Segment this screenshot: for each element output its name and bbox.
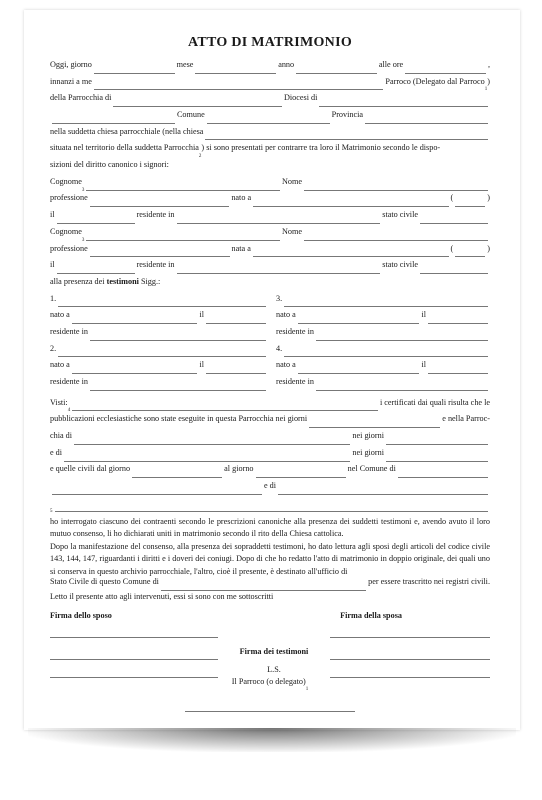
e-di-row — [50, 445, 490, 462]
label-nei-giorni: nei giorni — [352, 447, 384, 457]
parroco-sign-row — [50, 690, 490, 712]
label-nato-a: nato a — [50, 360, 70, 370]
label-professione: professione — [50, 193, 88, 203]
paragraph-codice-civile: Dopo la manifestazione del consenso, alla presenza dei sopraddetti testimoni, ho dato lettura agli sposi degli articoli del codice civile 143, 144, 147, riguardanti i diritti e i doveri dei coniugi. Dopo di che ho redatto l'atto di matrimonio in doppio originale, dei quali uno si conserva in questo archivio parrocchiale, l'altro, cioè il presente, è destinato all'ufficio di — [50, 541, 490, 576]
visti-row: Visti: 4 i certificati dai quali risulta che le — [50, 395, 490, 412]
field-comune[interactable] — [207, 112, 330, 124]
label-testimone-3: 3. — [276, 293, 283, 303]
label-firma-testimoni: Firma dei testimoni — [239, 646, 309, 656]
paragraph-consenso: ho interrogato ciascuno dei contraenti secondo le prescrizioni canoniche alla presenza dei suddetti testimoni e, avendo avuto il loro mutuo consenso, li ho dichiarati uniti in matrimonio secondo il rito della Chiesa cattolica. — [50, 516, 490, 539]
label-sigg: Sigg.: — [140, 276, 161, 286]
firma-sposi-lines — [50, 624, 490, 638]
label-testimone-4: 4. — [276, 343, 283, 353]
field-testimone-4-luogo[interactable] — [298, 362, 420, 374]
label-stato-civile: stato civile — [382, 260, 418, 270]
label-e-di: e di — [263, 481, 277, 491]
label-nato-a: nato a — [50, 310, 70, 320]
field-diocesi[interactable] — [319, 95, 488, 107]
label-nato-a: nato a — [276, 310, 296, 320]
field-testimone-1-data[interactable] — [206, 312, 266, 324]
field-testimone-2-nome[interactable] — [58, 345, 266, 357]
parrocchia-row — [50, 90, 490, 107]
field-sposo-nome[interactable] — [304, 179, 488, 191]
document-page — [24, 10, 520, 730]
label-parroco-delegato: Il Parroco (o delegato) — [231, 676, 306, 686]
label-residente: residente in — [50, 377, 88, 387]
signature-testimone-4[interactable] — [330, 666, 490, 678]
field-sposo-stato-civile[interactable] — [420, 212, 488, 224]
sposo-il-row — [50, 207, 490, 224]
stato-civile-comune-row — [50, 579, 490, 592]
firma-testimoni-row — [50, 638, 490, 660]
signature-testimone-3[interactable] — [330, 648, 490, 660]
field-civili-comune-3[interactable] — [278, 483, 488, 495]
date-row — [50, 57, 490, 74]
field-testimone-4-residenza[interactable] — [316, 379, 488, 391]
sposa-professione-row — [50, 241, 490, 258]
field-comune-pre[interactable] — [52, 112, 175, 124]
label-e-di: e di — [50, 447, 63, 457]
label-presenza: alla presenza dei — [50, 276, 105, 286]
field-testimone-4-data[interactable] — [428, 362, 488, 374]
document-title: ATTO DI MATRIMONIO — [187, 35, 353, 50]
label-nel-comune: nel Comune di — [347, 464, 396, 474]
label-innanzi: innanzi a me — [50, 76, 92, 86]
label-stato-civile: stato civile — [382, 210, 418, 220]
signature-sposo[interactable] — [50, 626, 218, 638]
label-nata-a: nata a — [231, 243, 251, 253]
field-anno[interactable] — [296, 62, 377, 74]
label-provincia: Provincia — [331, 110, 364, 120]
field-sposa-stato-civile[interactable] — [420, 262, 488, 274]
label-nei-giorni: nei giorni — [352, 431, 384, 441]
label-residente: residente in — [50, 326, 88, 336]
label-cognome: Cognome — [50, 176, 82, 186]
label-situata: situata nel territorio della suddetta Parrocchia — [50, 143, 199, 153]
label-residente: residente in — [136, 210, 175, 220]
field-altra-parrocchia-1[interactable] — [74, 433, 350, 445]
testimone-res-row-1-3 — [50, 324, 490, 341]
field-parrocchia[interactable] — [113, 95, 282, 107]
page-shadow — [28, 728, 516, 752]
field-testimone-2-residenza[interactable] — [90, 379, 266, 391]
label-chiesa: nella suddetta chiesa parrocchiale (nella chiesa — [50, 126, 204, 136]
label-civili: e quelle civili dal giorno — [50, 464, 131, 474]
comune-row — [50, 107, 490, 124]
document-content — [50, 34, 490, 712]
chia-di-row — [50, 428, 490, 445]
field-nota-5[interactable] — [55, 500, 489, 512]
paragraph-letto: Letto il presente atto agli intervenuti, essi si sono con me sottoscritti — [50, 592, 274, 602]
label-alle-ore: alle ore — [378, 59, 404, 69]
signature-sposa[interactable] — [330, 626, 490, 638]
field-sposo-residenza[interactable] — [177, 212, 381, 224]
field-testimone-4-nome[interactable] — [284, 345, 488, 357]
signature-testimone-1[interactable] — [50, 648, 218, 660]
sposa-il-row — [50, 257, 490, 274]
field-giorni-1[interactable] — [386, 433, 488, 445]
field-giorno[interactable] — [94, 62, 175, 74]
label-parrocchia: della Parrocchia di — [50, 93, 112, 103]
label-il: il — [50, 260, 55, 270]
label-trascritto: per essere trascritto nei registri civili. — [368, 577, 490, 587]
sposo-professione-row — [50, 191, 490, 208]
testimone-nato-row-1-3 — [50, 307, 490, 324]
label-il: il — [50, 210, 55, 220]
chiesa-row — [50, 124, 490, 141]
field-sposa-data-nascita[interactable] — [57, 262, 135, 274]
field-testimone-3-data[interactable] — [428, 312, 488, 324]
label-paren-close: ) — [487, 193, 490, 203]
field-sposo-data-nascita[interactable] — [57, 212, 135, 224]
label-nome: Nome — [282, 226, 303, 236]
label-nato-a: nato a — [276, 360, 296, 370]
label-stato-civile-comune: Stato Civile di questo Comune di — [50, 577, 159, 587]
label-certificati: i certificati dai quali risulta che le — [379, 397, 490, 407]
e-di-row-2 — [50, 478, 490, 495]
label-diocesi: Diocesi di — [283, 93, 318, 103]
field-sposo-provincia[interactable] — [455, 195, 485, 207]
label-al-giorno: al giorno — [224, 464, 254, 474]
field-altra-parrocchia-2[interactable] — [64, 450, 350, 462]
field-testimone-3-luogo[interactable] — [298, 312, 420, 324]
label-testimoni: testimoni — [106, 276, 139, 286]
label-il: il — [421, 360, 426, 370]
field-mese[interactable] — [195, 62, 276, 74]
label-ls: L.S. — [267, 664, 281, 674]
label-chia-di: chia di — [50, 431, 73, 441]
label-visti: Visti: — [50, 397, 68, 407]
label-cognome: Cognome — [50, 226, 82, 236]
label-firma-sposa: Firma della sposa — [340, 610, 402, 620]
innanzi-row: innanzi a me Parroco (Delegato dal Parroco 1 ) — [50, 74, 490, 91]
label-nome: Nome — [282, 176, 303, 186]
field-testimone-1-luogo[interactable] — [72, 312, 198, 324]
label-disposizioni: sizioni del diritto canonico i signori: — [50, 160, 169, 170]
field-sposa-cognome[interactable] — [86, 229, 280, 241]
firma-sposi-labels — [50, 608, 490, 625]
field-sposo-luogo-nascita[interactable] — [253, 195, 448, 207]
field-sposo-cognome[interactable] — [86, 179, 280, 191]
field-celebrante[interactable] — [94, 78, 384, 90]
signature-parroco[interactable] — [185, 700, 355, 712]
field-comune-trascrizione[interactable] — [161, 579, 366, 591]
label-residente: residente in — [136, 260, 175, 270]
testimone-row-2-4 — [50, 341, 490, 358]
testimone-res-row-2-4 — [50, 374, 490, 391]
field-testimone-2-data[interactable] — [206, 362, 266, 374]
situata-row: situata nel territorio della suddetta Parrocchia 2 ) si sono presentati per contrarre tra loro il Matrimonio secondo le dispo- — [50, 140, 490, 157]
label-e-nella: e nella Parroc- — [442, 414, 490, 424]
label-residente: residente in — [276, 377, 314, 387]
label-paren-open: ( — [450, 243, 454, 253]
field-civili-comune-2[interactable] — [52, 483, 262, 495]
field-sposa-provincia[interactable] — [455, 245, 485, 257]
label-testimone-2: 2. — [50, 343, 57, 353]
testimoni-heading-row — [50, 274, 490, 291]
field-civili-al[interactable] — [256, 466, 346, 478]
label-il: il — [199, 310, 204, 320]
field-civili-dal[interactable] — [132, 466, 222, 478]
label-testimone-1: 1. — [50, 293, 57, 303]
label-professione: professione — [50, 243, 88, 253]
field-sposa-luogo-nascita[interactable] — [253, 245, 449, 257]
field-testimone-3-nome[interactable] — [284, 295, 488, 307]
field-civili-comune[interactable] — [398, 466, 488, 478]
label-oggi: Oggi, giorno — [50, 59, 92, 69]
field-sposa-residenza[interactable] — [177, 262, 381, 274]
label-il: il — [199, 360, 204, 370]
pubblicazioni-row — [50, 411, 490, 428]
field-provincia[interactable] — [365, 112, 488, 124]
label-residente: residente in — [276, 326, 314, 336]
field-testimone-1-nome[interactable] — [58, 295, 266, 307]
label-nato-a: nato a — [231, 193, 252, 203]
sposo-cognome-row: Cognome 3 Nome — [50, 174, 490, 191]
field-sposo-professione[interactable] — [90, 195, 230, 207]
sposa-cognome-row: Cognome 3 Nome — [50, 224, 490, 241]
field-giorni-2[interactable] — [386, 450, 488, 462]
disposizioni-row — [50, 157, 490, 174]
testimone-row-1-3 — [50, 291, 490, 308]
label-situata-tail: ) si sono presentati per contrarre tra loro il Matrimonio secondo le dispo- — [201, 143, 441, 153]
label-parroco: Parroco (Delegato dal Parroco — [385, 76, 485, 86]
label-paren-close: ) — [487, 243, 490, 253]
label-anno: anno — [278, 59, 295, 69]
testimone-nato-row-2-4 — [50, 357, 490, 374]
note5-row: 5 — [50, 495, 490, 512]
signature-testimone-2[interactable] — [50, 666, 218, 678]
parroco-label-row: Il Parroco (o delegato) 1 — [50, 678, 490, 690]
label-il: il — [421, 310, 426, 320]
label-comma: , — [487, 59, 490, 69]
field-sposa-professione[interactable] — [90, 245, 230, 257]
field-sposa-nome[interactable] — [304, 229, 488, 241]
field-pubblicazioni-giorni[interactable] — [309, 416, 440, 428]
label-pubblicazioni: pubblicazioni ecclesiastiche sono state eseguite in questa Parrocchia nei giorni — [50, 414, 308, 424]
civili-row — [50, 462, 490, 479]
label-close: ) — [487, 76, 490, 86]
label-paren-open: ( — [450, 193, 454, 203]
field-testimone-2-luogo[interactable] — [72, 362, 198, 374]
label-firma-sposo: Firma dello sposo — [50, 610, 112, 620]
field-chiesa[interactable] — [205, 128, 488, 140]
field-ore[interactable] — [405, 62, 486, 74]
label-comune: Comune — [176, 110, 205, 120]
field-testimone-1-residenza[interactable] — [90, 329, 266, 341]
label-mese: mese — [176, 59, 194, 69]
field-visti[interactable] — [72, 399, 378, 411]
field-testimone-3-residenza[interactable] — [316, 329, 488, 341]
